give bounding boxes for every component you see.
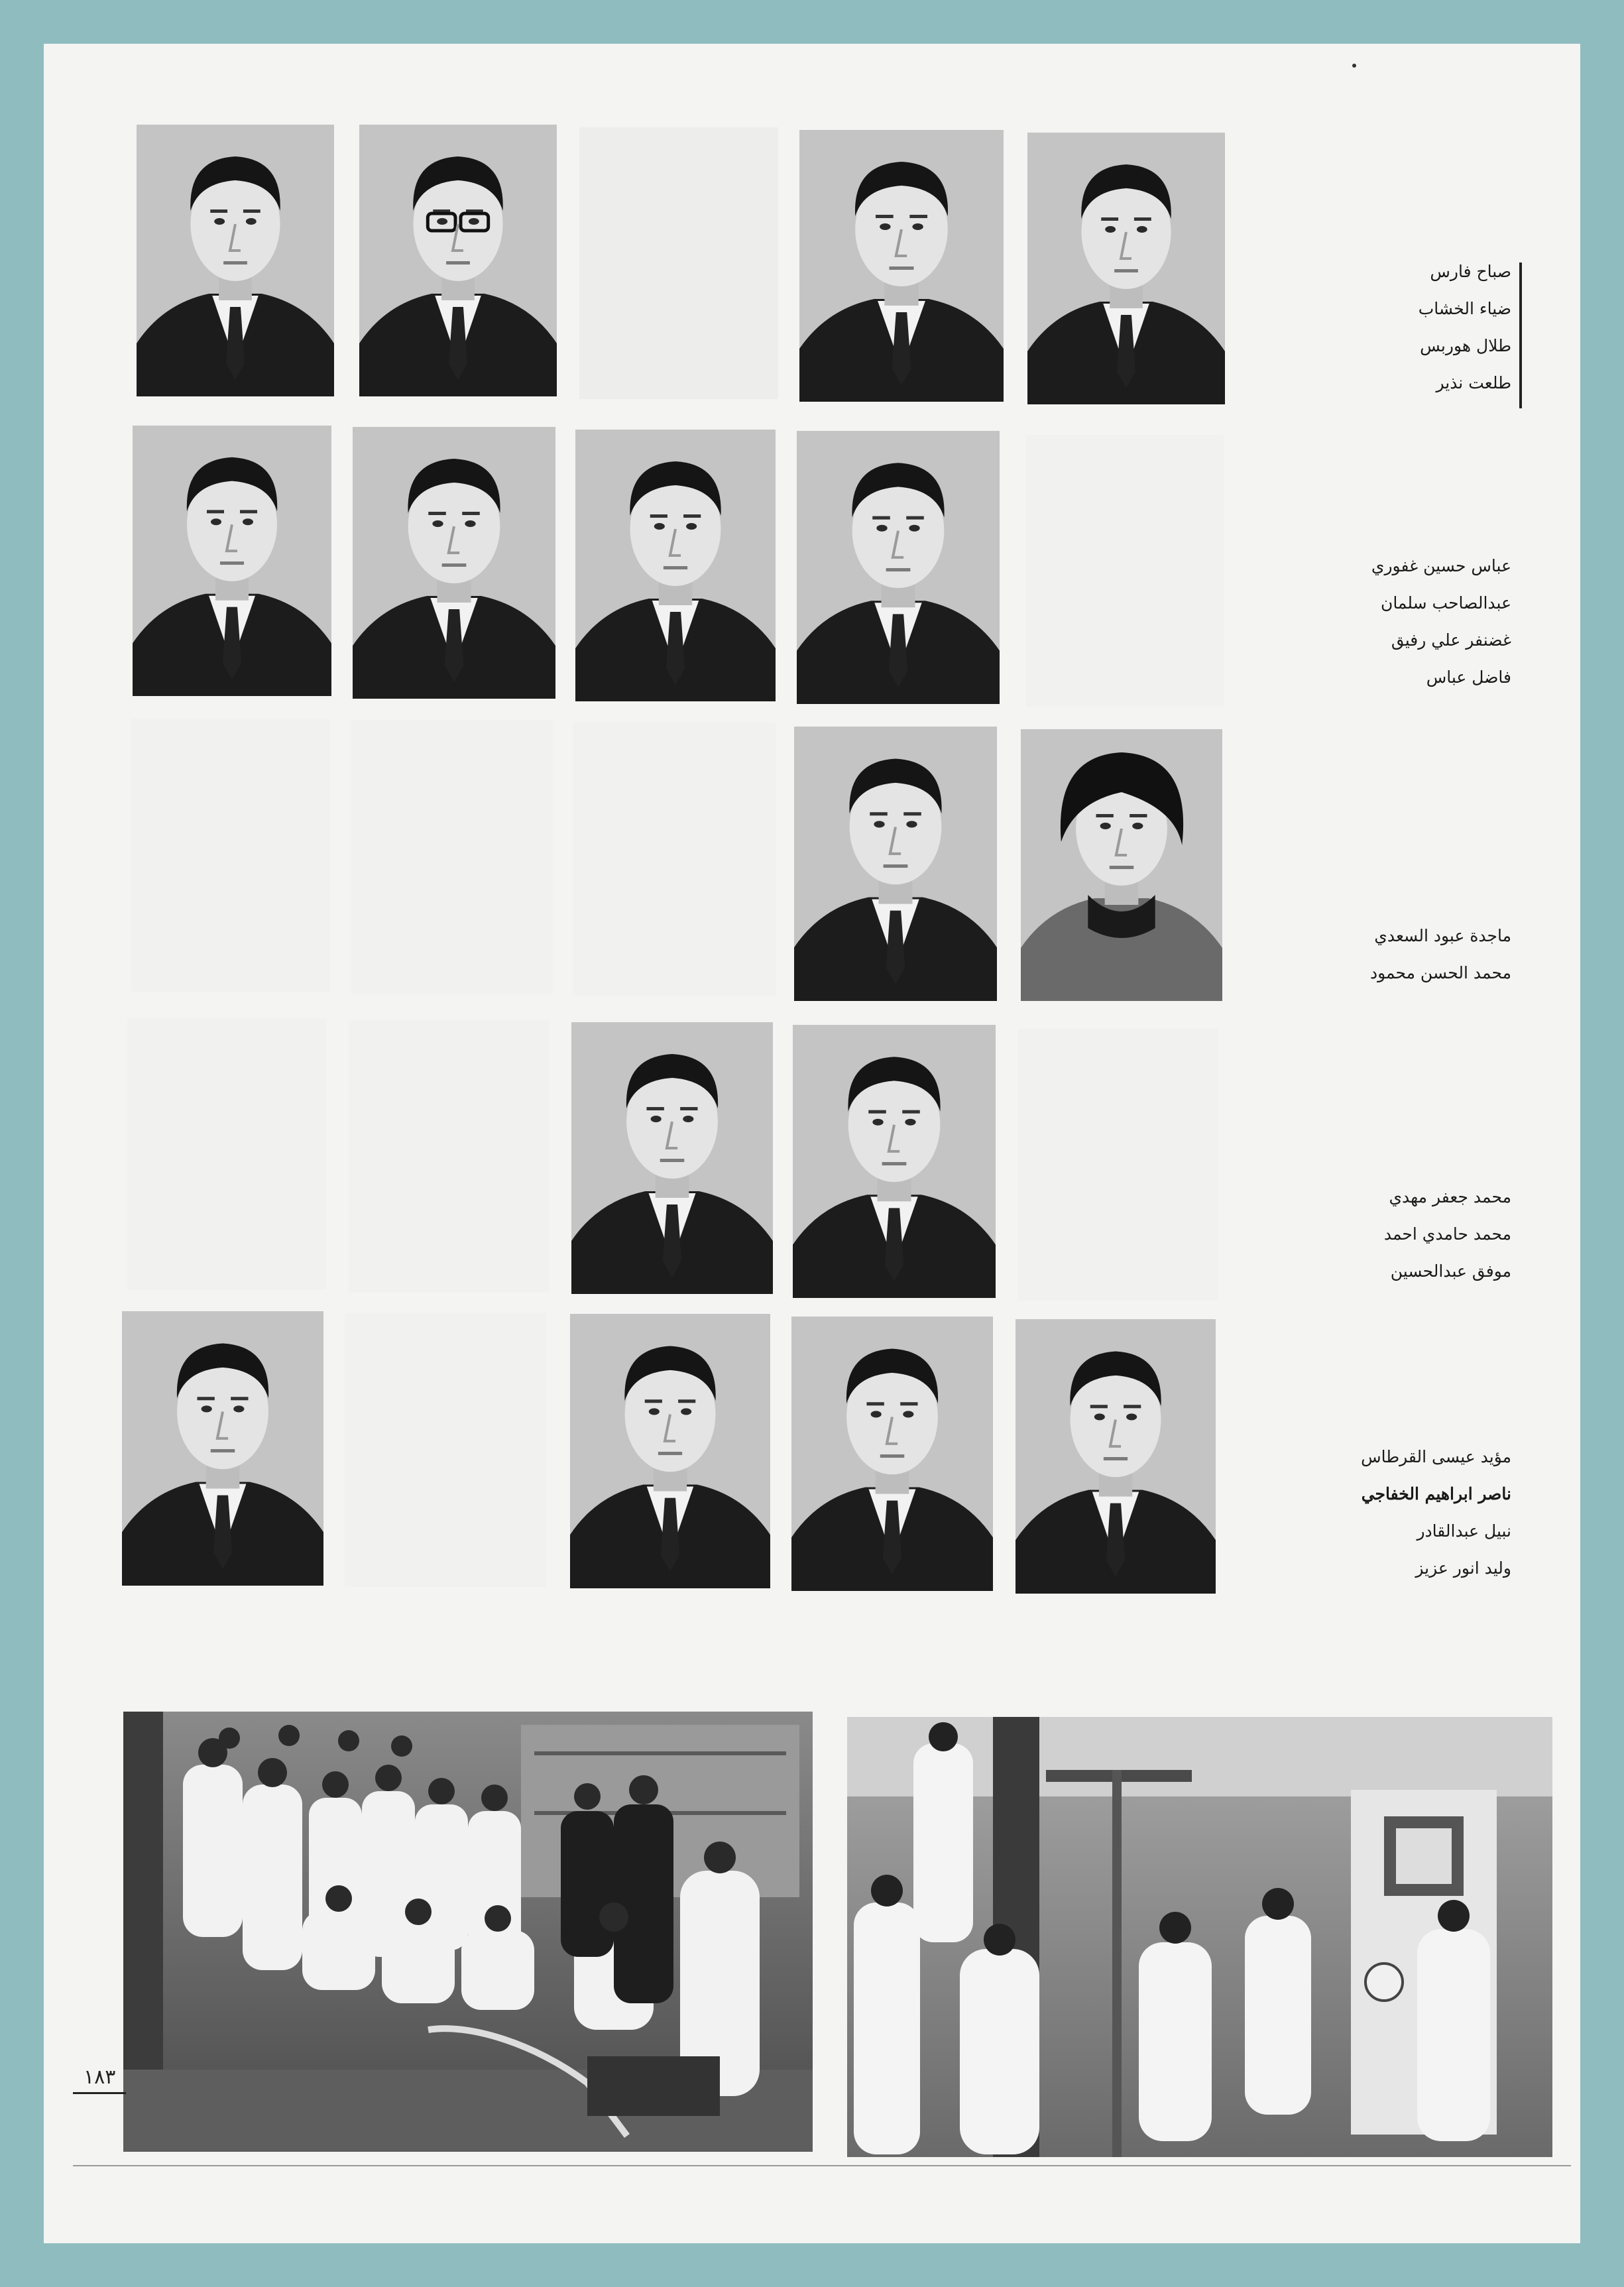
caption-bracket [1519, 263, 1522, 408]
empty-photo-slot [127, 1018, 326, 1290]
portrait-photo [575, 430, 776, 701]
portrait-figure [122, 1311, 323, 1586]
portrait-figure [799, 130, 1004, 402]
page-number: ١٨٣ [84, 2066, 116, 2089]
portrait-figure [359, 125, 557, 396]
portrait-figure [133, 426, 331, 696]
group-photo-workshop [847, 1717, 1552, 2157]
empty-photo-slot [131, 719, 330, 992]
empty-photo-slot [1018, 1029, 1218, 1301]
student-name: ناصر ابراهيم الخفاجي [1361, 1484, 1511, 1503]
portrait-photo [791, 1317, 993, 1591]
portrait-photo [793, 1025, 996, 1298]
student-name: صباح فارس [1430, 262, 1511, 281]
portrait-photo [1027, 133, 1225, 404]
portrait-photo [1021, 729, 1222, 1001]
empty-photo-slot [579, 127, 778, 399]
caption-row-3 [1365, 917, 1511, 992]
empty-photo-slot [345, 1313, 546, 1587]
caption-row-2 [1365, 548, 1511, 696]
empty-photo-slot [351, 720, 553, 994]
caption-row-4 [1365, 1179, 1511, 1290]
student-name: ماجدة عبود السعدي [1374, 926, 1511, 945]
portrait-photo [1015, 1319, 1216, 1594]
portrait-photo [570, 1314, 770, 1588]
group-photo-drawing [847, 1717, 1552, 2157]
student-name: محمد الحسن محمود [1369, 963, 1511, 982]
student-name: عباس حسين غفوري [1371, 556, 1511, 575]
empty-photo-slot [349, 1020, 549, 1293]
portrait-figure [794, 727, 997, 1001]
portrait-figure [575, 430, 776, 701]
student-name: محمد جعفر مهدي [1389, 1187, 1511, 1206]
page-number-rule [73, 2092, 126, 2094]
portrait-figure [1015, 1319, 1216, 1594]
empty-photo-slot [1026, 435, 1224, 707]
bottom-rule [73, 2165, 1571, 2166]
portrait-photo [133, 426, 331, 696]
student-name: عبدالصاحب سلمان [1380, 593, 1511, 613]
student-name: محمد حامدي احمد [1383, 1224, 1511, 1244]
portrait-photo [122, 1311, 323, 1586]
student-name: وليد انور عزيز [1415, 1558, 1511, 1578]
portrait-figure [137, 125, 334, 396]
student-name: ضياء الخشاب [1418, 299, 1511, 318]
portrait-photo [571, 1022, 773, 1294]
portrait-photo [797, 431, 1000, 704]
portrait-figure [791, 1317, 993, 1591]
group-photo-laboratory [123, 1712, 813, 2152]
student-name: فاضل عباس [1426, 668, 1511, 687]
portrait-figure [793, 1025, 996, 1298]
student-name: مؤيد عيسى القرطاس [1361, 1447, 1511, 1466]
portrait-photo [799, 130, 1004, 402]
student-name: موفق عبدالحسين [1390, 1261, 1511, 1281]
caption-row-5 [1361, 1438, 1511, 1587]
portrait-photo [794, 727, 997, 1001]
portrait-figure [1027, 133, 1225, 404]
page-mark [1352, 64, 1356, 68]
portrait-photo [137, 125, 334, 396]
student-name: طلال هوربس [1420, 336, 1511, 355]
portrait-figure [353, 427, 555, 699]
portrait-photo [353, 427, 555, 699]
group-photo-drawing [123, 1712, 813, 2152]
empty-photo-slot [573, 723, 776, 996]
yearbook-page [44, 44, 1580, 2243]
student-name: نبيل عبدالقادر [1417, 1521, 1511, 1541]
student-name: طلعت نذير [1436, 373, 1511, 392]
student-name: غضنفر علي رفيق [1391, 630, 1511, 650]
portrait-figure [570, 1314, 770, 1588]
caption-row-1 [1365, 253, 1511, 402]
portrait-figure [1021, 729, 1222, 1001]
portrait-figure [571, 1022, 773, 1294]
portrait-photo [359, 125, 557, 396]
portrait-figure [797, 431, 1000, 704]
